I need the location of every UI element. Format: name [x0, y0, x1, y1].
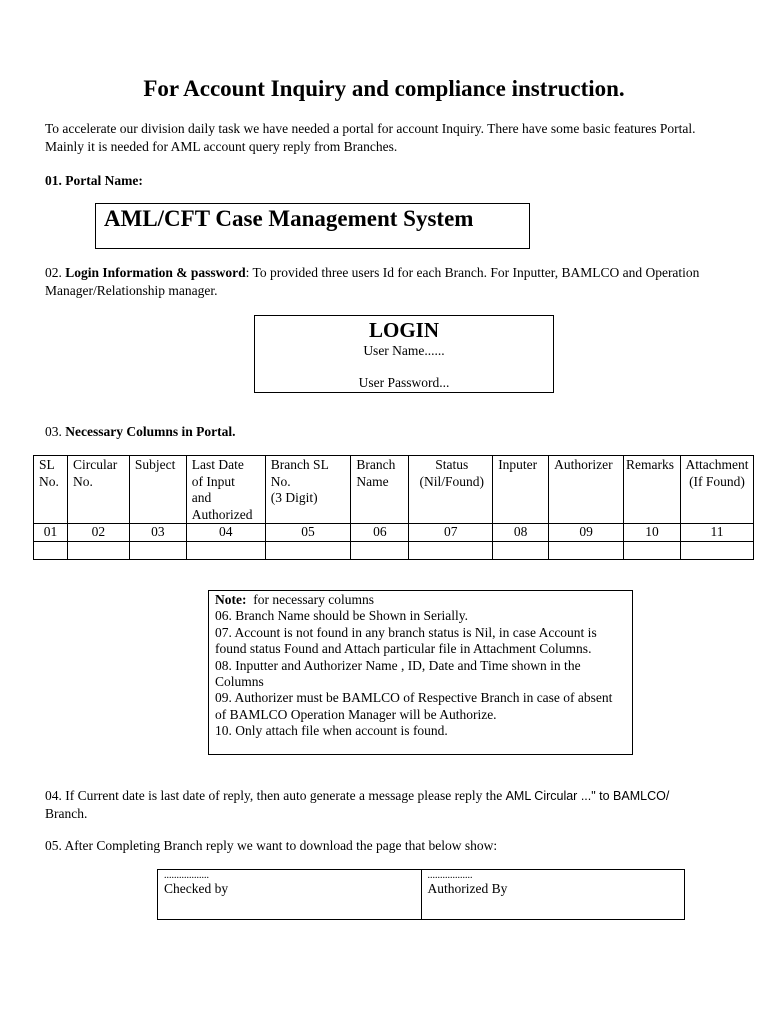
header-circular-no: Circular No. [67, 456, 129, 524]
number-cell: 08 [493, 524, 549, 542]
empty-cell [129, 541, 186, 559]
number-cell: 02 [67, 524, 129, 542]
note-line: 08. Inputter and Authorizer Name , ID, Date and Time shown in the Columns [215, 657, 581, 690]
login-box [254, 315, 554, 393]
login-username: User Name...... [363, 343, 445, 358]
number-cell: 05 [265, 524, 351, 542]
number-cell: 04 [186, 524, 265, 542]
section-auto-message-circular: AML Circular ..." to BAMLCO/ [505, 789, 670, 803]
empty-cell [351, 541, 409, 559]
note-line: 06. Branch Name should be Shown in Serially. [215, 608, 468, 624]
note-heading: for necessary columns [246, 592, 374, 607]
empty-cell [67, 541, 129, 559]
number-cell: 06 [351, 524, 409, 542]
login-password: User Password... [358, 375, 450, 390]
note-line: 07. Account is not found in any branch status is Nil, in case Account is found status Found and Attach particular file in Attachment Columns. [215, 624, 597, 657]
portal-name: AML/CFT Case Management System [104, 206, 474, 231]
header-sl-no: SL No. [34, 456, 68, 524]
header-subject: Subject [129, 456, 186, 524]
signature-dots: .................. [427, 870, 473, 881]
checked-by-label: Checked by [164, 881, 229, 896]
header-branch-sl-no: Branch SL No. (3 Digit) [265, 456, 351, 524]
header-last-date: Last Date of Input and Authorized [186, 456, 265, 524]
section-login-bold: Login Information & password [65, 265, 246, 280]
signature-row [158, 870, 685, 920]
page-title: For Account Inquiry and compliance instruction. [143, 76, 625, 101]
note-box [208, 590, 633, 755]
checked-by-cell [158, 870, 422, 920]
section-login-prefix: 02. [45, 265, 66, 280]
empty-cell [265, 541, 351, 559]
header-inputer: Inputer [493, 456, 549, 524]
note-heading-line [215, 592, 626, 608]
note-line: 10. Only attach file when account is found. [215, 723, 448, 739]
header-remarks: Remarks [624, 456, 681, 524]
authorized-by-label: Authorized By [427, 881, 508, 896]
number-cell: 10 [624, 524, 681, 542]
empty-cell [624, 541, 681, 559]
portal-name-box [95, 203, 530, 249]
number-cell: 03 [129, 524, 186, 542]
number-cell: 07 [409, 524, 493, 542]
section-auto-message-branch: Branch. [45, 806, 88, 821]
number-cell: 01 [34, 524, 68, 542]
section-auto-message-text: 04. If Current date is last date of reply, then auto generate a message please reply the [45, 788, 506, 803]
table-number-row [34, 524, 754, 542]
section-login-text: : To provided three users Id for each Branch. For Inputter, BAMLCO and Operation Manager/Relationship manager. [45, 265, 700, 298]
signature-dots: .................. [164, 870, 209, 881]
header-authorizer: Authorizer [549, 456, 624, 524]
columns-table [33, 455, 754, 560]
note-line: 09. Authorizer must be BAMLCO of Respective Branch in case of absent of BAMLCO Operation Manager will be Authorize. [215, 690, 613, 722]
section-columns-prefix: 03. [45, 424, 66, 439]
note-label: Note: [215, 592, 247, 607]
header-status: Status (Nil/Found) [409, 456, 493, 524]
number-cell: 11 [681, 524, 754, 542]
signature-table [157, 869, 685, 920]
intro-paragraph: To accelerate our division daily task we have needed a portal for account Inquiry. There have some basic features Portal. Mainly it is needed for AML account query reply from Branches. [45, 121, 696, 154]
section-download: 05. After Completing Branch reply we want to download the page that below show: [45, 838, 498, 853]
section-columns-label [45, 423, 235, 441]
number-cell: 09 [549, 524, 624, 542]
section-portal-name-label: 01. Portal Name: [45, 173, 143, 188]
header-attachment: Attachment (If Found) [681, 456, 754, 524]
login-title: LOGIN [368, 318, 439, 342]
empty-cell [34, 541, 68, 559]
table-header-row [34, 456, 754, 524]
empty-cell [409, 541, 493, 559]
empty-cell [549, 541, 624, 559]
section-auto-message [45, 787, 735, 823]
section-columns-bold: Necessary Columns in Portal. [65, 424, 236, 439]
empty-cell [186, 541, 265, 559]
authorized-by-cell [421, 870, 685, 920]
section-login-info [45, 264, 735, 300]
empty-cell [493, 541, 549, 559]
login-spacer [255, 359, 553, 375]
table-empty-row [34, 541, 754, 559]
empty-cell [681, 541, 754, 559]
header-branch-name: Branch Name [351, 456, 409, 524]
